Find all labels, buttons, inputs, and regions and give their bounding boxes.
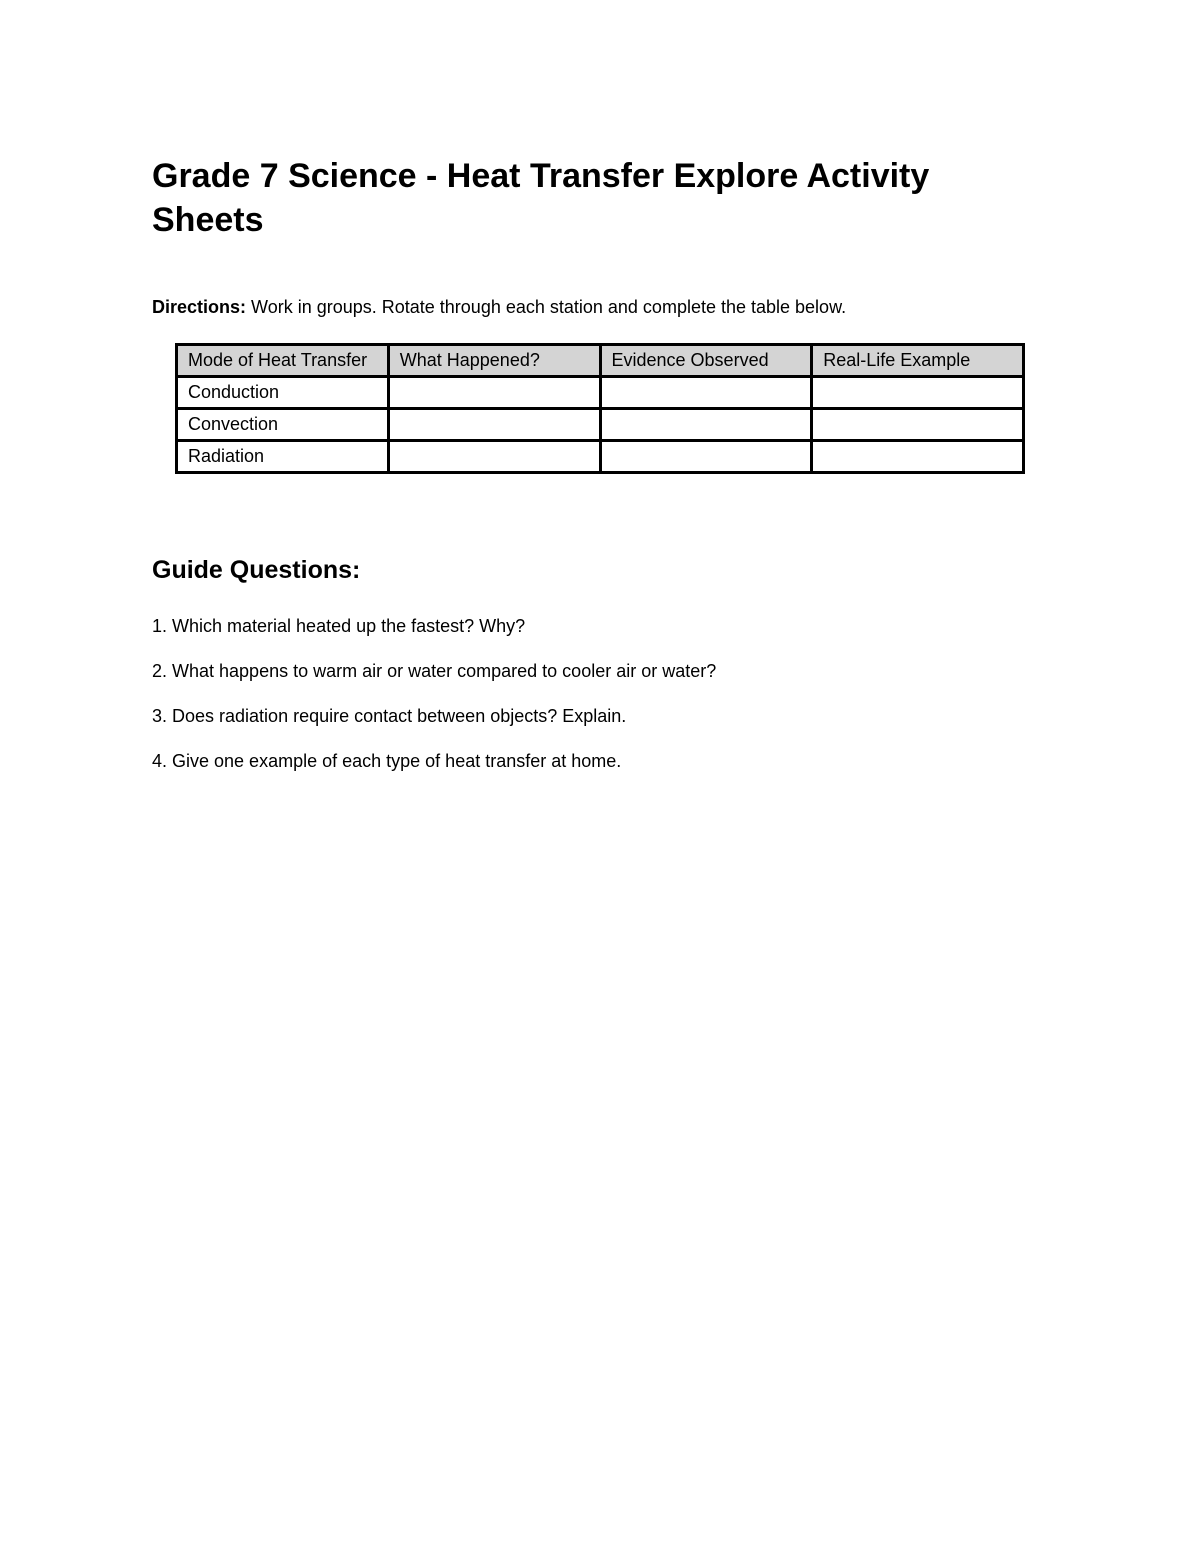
column-header-evidence: Evidence Observed bbox=[600, 345, 812, 377]
table-cell-real-life-example[interactable] bbox=[812, 441, 1024, 473]
table-row bbox=[177, 409, 1024, 441]
table-cell-mode: Conduction bbox=[177, 377, 389, 409]
column-header-real-life-example: Real-Life Example bbox=[812, 345, 1024, 377]
guide-questions-heading: Guide Questions: bbox=[152, 556, 361, 584]
table-cell-real-life-example[interactable] bbox=[812, 409, 1024, 441]
directions-label: Directions: bbox=[152, 297, 247, 317]
table-cell-evidence[interactable] bbox=[600, 409, 812, 441]
guide-questions-list bbox=[152, 614, 716, 794]
guide-question: 1. Which material heated up the fastest? Why? bbox=[152, 616, 526, 636]
table-cell-mode: Convection bbox=[177, 409, 389, 441]
guide-question: 4. Give one example of each type of heat transfer at home. bbox=[152, 751, 622, 771]
table-header-row bbox=[177, 345, 1024, 377]
table-cell-evidence[interactable] bbox=[600, 377, 812, 409]
table-cell-what-happened[interactable] bbox=[388, 377, 600, 409]
guide-question: 2. What happens to warm air or water compared to cooler air or water? bbox=[152, 661, 717, 681]
directions bbox=[152, 295, 846, 319]
heat-transfer-table bbox=[175, 343, 1025, 474]
table-cell-what-happened[interactable] bbox=[388, 441, 600, 473]
table-row bbox=[177, 377, 1024, 409]
table-cell-what-happened[interactable] bbox=[388, 409, 600, 441]
table-cell-real-life-example[interactable] bbox=[812, 377, 1024, 409]
directions-text: Work in groups. Rotate through each station and complete the table below. bbox=[246, 297, 847, 317]
page-title: Grade 7 Science - Heat Transfer Explore Activity Sheets bbox=[152, 157, 930, 239]
guide-question: 3. Does radiation require contact between objects? Explain. bbox=[152, 706, 627, 726]
table-cell-mode: Radiation bbox=[177, 441, 389, 473]
column-header-what-happened: What Happened? bbox=[388, 345, 600, 377]
table-cell-evidence[interactable] bbox=[600, 441, 812, 473]
table-row bbox=[177, 441, 1024, 473]
column-header-mode: Mode of Heat Transfer bbox=[177, 345, 389, 377]
